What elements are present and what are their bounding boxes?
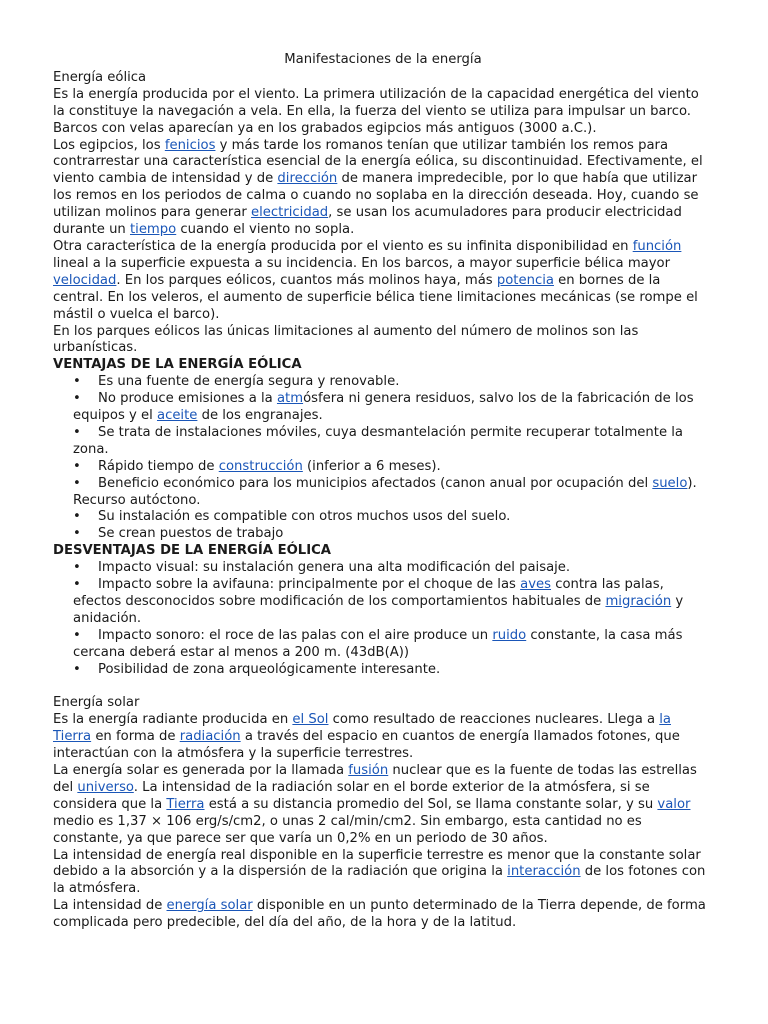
list-item xyxy=(53,560,713,577)
list-item xyxy=(53,374,713,391)
paragraph-text: . La intensidad de la radiación solar en el borde exterior de la atmósfera, si se considera que la xyxy=(53,779,650,812)
section-heading-eolica: Energía eólica xyxy=(53,69,147,85)
list-item-text-part: Rápido tiempo de xyxy=(98,458,219,474)
paragraph-text: La energía solar es generada por la llamada xyxy=(53,763,349,779)
paragraph-text: cuando el viento no sopla. xyxy=(176,222,355,238)
link-electricidad[interactable]: electricidad xyxy=(251,205,329,221)
paragraph-text: disponible en un punto determinado de la Tierra depende, de forma complicada pero predecible, del día del año, de la hora y de la latitud. xyxy=(53,898,706,931)
document-title: Manifestaciones de la energía xyxy=(284,52,482,67)
paragraph xyxy=(53,848,713,899)
bullet-icon: • xyxy=(73,526,81,542)
bullet-icon: • xyxy=(73,509,81,525)
list-item-text: Posibilidad de zona arqueológicamente interesante. xyxy=(98,661,441,677)
list-item-text-part: ). Recurso autóctono. xyxy=(73,475,697,508)
paragraph xyxy=(53,763,713,848)
list-item-text-part: y anidación. xyxy=(73,594,684,626)
desventajas-heading: DESVENTAJAS DE LA ENERGÍA EÓLICA xyxy=(53,543,331,559)
list-item-text xyxy=(73,628,682,660)
paragraph xyxy=(53,239,713,324)
link-construccion[interactable]: construcción xyxy=(218,458,303,474)
paragraph-text: está a su distancia promedio del Sol, se llama constante solar, y su xyxy=(204,796,658,812)
blank-line xyxy=(53,679,713,696)
bullet-icon: • xyxy=(73,577,81,593)
link-interaccion[interactable]: interacción xyxy=(507,864,581,880)
list-item-text-part: ósfera ni genera residuos, salvo los de la fabricación de los equipos y el xyxy=(73,391,694,424)
bullet-icon: • xyxy=(73,391,81,407)
link-migracion[interactable]: migración xyxy=(605,594,672,609)
list-item-text-part: Beneficio económico para los municipios afectados (canon anual por ocupación del xyxy=(98,475,653,491)
bullet-icon: • xyxy=(73,475,81,491)
link-tiempo[interactable]: tiempo xyxy=(129,222,177,238)
link-valor[interactable]: valor xyxy=(657,796,691,812)
section-heading-solar: Energía solar xyxy=(53,695,140,711)
link-energia-solar[interactable]: energía solar xyxy=(166,898,253,914)
link-suelo[interactable]: suelo xyxy=(652,475,688,491)
paragraph-text: Otra característica de la energía producida por el viento es su infinita disponibilidad en xyxy=(53,238,633,254)
list-item-text-part: Impacto sonoro: el roce de las palas con el aire produce un xyxy=(98,627,493,643)
list-item-text: Se trata de instalaciones móviles, cuya desmantelación permite recuperar totalmente la zona. xyxy=(73,424,683,457)
paragraph-text: Es la energía producida por el viento. La primera utilización de la capacidad energética del viento la constituye la navegación a vela. En ella, la fuerza del viento se utiliza para impulsar un barco. Barcos con velas aparecían ya en los grabados egipcios más antiguos (3000 a.C.). xyxy=(53,86,699,136)
list-item-text-part: Impacto sobre la avifauna: principalmente por el choque de las xyxy=(98,577,521,593)
list-item-text: Se crean puestos de trabajo xyxy=(98,526,284,542)
list-item xyxy=(53,526,713,543)
paragraph-text: nuclear que es la fuente de todas las estrellas del xyxy=(53,763,697,795)
paragraph-text: . En los parques eólicos, cuantos más molinos haya, más xyxy=(116,272,497,288)
paragraph-text: de manera impredecible, por lo que había que utilizar los remos en los periodos de calma o cuando no soplaba en la dirección deseada. Hoy, cuando se utilizan molinos para generar xyxy=(53,171,699,221)
link-universo[interactable]: universo xyxy=(77,779,134,795)
link-aceite[interactable]: aceite xyxy=(156,408,198,424)
link-velocidad[interactable]: velocidad xyxy=(53,272,117,288)
list-item-text: Es una fuente de energía segura y renovable. xyxy=(98,374,400,390)
list-item xyxy=(53,459,713,476)
paragraph-text: a través del espacio en cuantos de energía llamados fotones, que interactúan con la atmósfera y la superficie terrestres. xyxy=(53,729,680,762)
link-ruido[interactable]: ruido xyxy=(492,627,527,643)
paragraph-text: , se usan los acumuladores para producir electricidad durante un xyxy=(53,205,682,238)
desventajas-list xyxy=(53,560,713,678)
paragraph-text: La intensidad de xyxy=(53,898,167,914)
paragraph-text: como resultado de reacciones nucleares. Llega a xyxy=(328,712,660,728)
link-el-sol[interactable]: el Sol xyxy=(292,712,329,728)
paragraph xyxy=(53,712,713,763)
list-item-text-part: contra las palas, efectos desconocidos sobre modificación de los comportamientos habituales de xyxy=(73,577,664,609)
list-item xyxy=(53,476,713,510)
link-fenicios[interactable]: fenicios xyxy=(164,137,216,153)
paragraph-text: Es la energía radiante producida en xyxy=(53,712,293,728)
link-la-tierra[interactable]: la Tierra xyxy=(53,712,671,745)
link-fusion[interactable]: fusión xyxy=(348,763,389,779)
link-potencia[interactable]: potencia xyxy=(496,272,554,288)
bullet-icon: • xyxy=(73,458,81,474)
list-item-text xyxy=(73,391,694,423)
paragraph-text: y más tarde los romanos tenían que utilizar también los remos para contrarrestar una característica esencial de la energía eólica, su discontinuidad. Efectivamente, el viento cambia de intensidad y de xyxy=(53,137,703,187)
bullet-icon: • xyxy=(73,627,81,643)
list-item xyxy=(53,662,713,679)
list-item-text xyxy=(73,459,441,474)
bullet-icon: • xyxy=(73,560,81,576)
link-atmosfera[interactable]: atm xyxy=(276,391,304,407)
list-item-text-part: de los engranajes. xyxy=(197,408,323,424)
link-radiacion[interactable]: radiación xyxy=(179,729,241,745)
paragraph xyxy=(53,898,713,932)
paragraph-text: En los parques eólicos las únicas limitaciones al aumento del número de molinos son las urbanísticas. xyxy=(53,323,639,356)
paragraph-text: La intensidad de energía real disponible en la superficie terrestre es menor que la constante solar debido a la absorción y a la dispersión de la radiación que origina la xyxy=(53,847,701,880)
list-item-text-part: No produce emisiones a la xyxy=(98,391,277,407)
paragraph xyxy=(53,138,713,239)
bullet-icon: • xyxy=(73,424,81,440)
link-tierra[interactable]: Tierra xyxy=(166,796,205,812)
list-item xyxy=(53,577,713,628)
list-item-text xyxy=(73,577,683,626)
paragraph xyxy=(53,324,713,358)
paragraph-text: Los egipcios, los xyxy=(53,137,165,153)
list-item-text xyxy=(73,476,697,508)
document-body xyxy=(53,52,713,932)
list-item xyxy=(53,425,713,459)
link-direccion[interactable]: dirección xyxy=(277,171,338,187)
paragraph xyxy=(53,87,713,138)
list-item xyxy=(53,628,713,662)
paragraph-text: en forma de xyxy=(91,729,180,745)
list-item xyxy=(53,509,713,526)
paragraph-text: lineal a la superficie expuesta a su incidencia. En los barcos, a mayor superficie bélica mayor xyxy=(53,255,671,271)
bullet-icon: • xyxy=(73,374,81,390)
list-item-text: Su instalación es compatible con otros muchos usos del suelo. xyxy=(98,509,511,525)
list-item-text-part: (inferior a 6 meses). xyxy=(302,458,441,474)
ventajas-heading: VENTAJAS DE LA ENERGÍA EÓLICA xyxy=(53,357,302,373)
list-item xyxy=(53,391,713,425)
list-item-text: Impacto visual: su instalación genera una alta modificación del paisaje. xyxy=(98,560,571,576)
list-item-text-part: constante, la casa más cercana deberá estar al menos a 200 m. (43dB(A)) xyxy=(73,627,683,660)
paragraph-text: medio es 1,37 × 106 erg/s/cm2, o unas 2 cal/min/cm2. Sin embargo, esta cantidad no es constante, ya que parece ser que varía un 0,2% en un periodo de 30 años. xyxy=(53,813,642,846)
bullet-icon: • xyxy=(73,661,81,677)
link-funcion[interactable]: función xyxy=(632,238,682,254)
ventajas-list xyxy=(53,374,713,543)
paragraph-text: de los fotones con la atmósfera. xyxy=(53,864,706,897)
link-aves[interactable]: aves xyxy=(520,577,551,593)
paragraph-text: en bornes de la central. En los veleros, el aumento de superficie bélica tiene limitaciones mecánicas (se rompe el mástil o vuelca el barco). xyxy=(53,272,698,322)
